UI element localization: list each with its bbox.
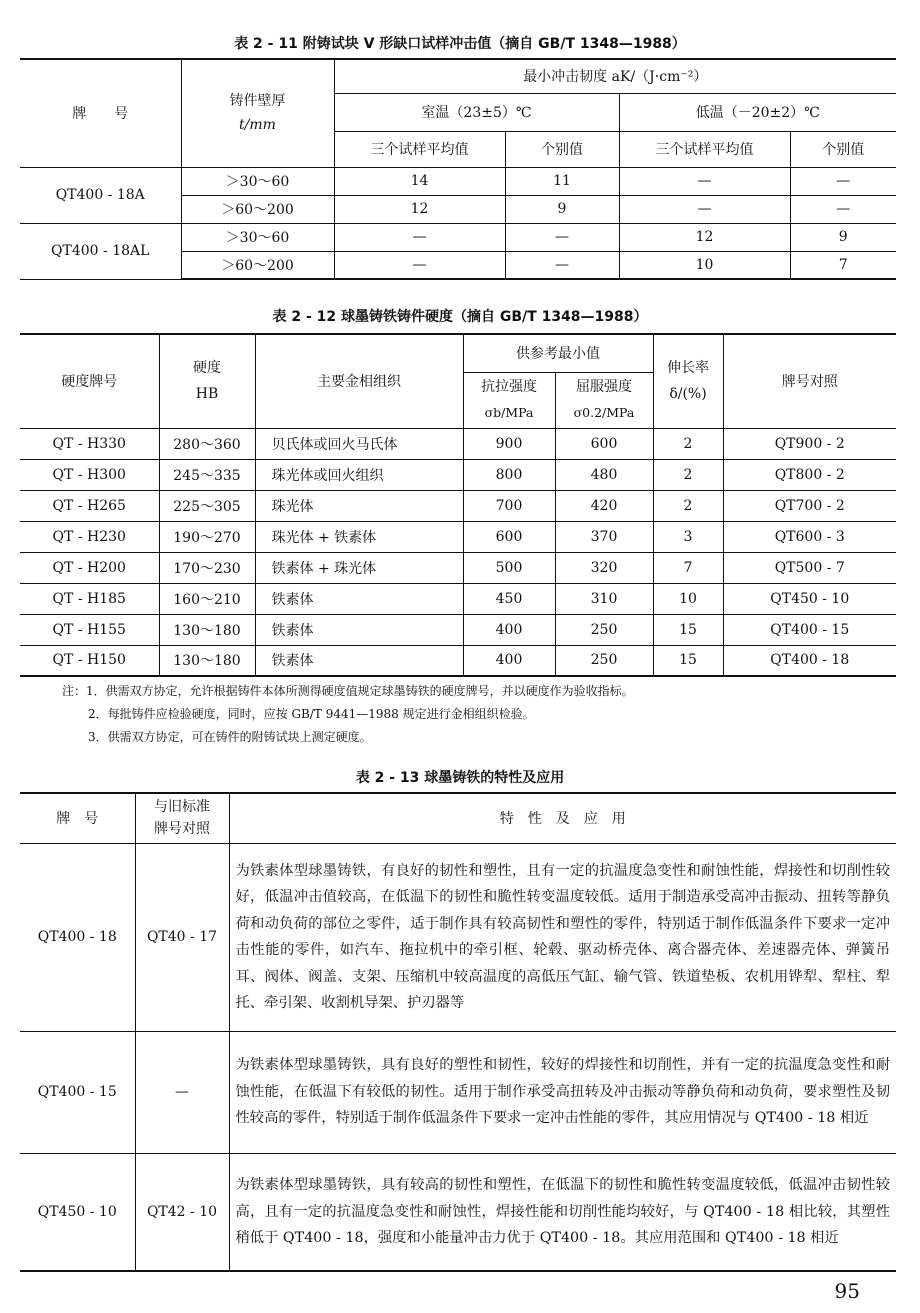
page-number: 95	[834, 1279, 860, 1303]
hb-cell: 280～360	[159, 428, 255, 459]
header-min-impact: 最小冲击韧度 aK/（J·cm⁻²）	[334, 59, 896, 93]
match-cell: QT900 - 2	[723, 428, 896, 459]
structure-cell: 铁素体	[255, 583, 463, 614]
yield-cell: 420	[555, 490, 653, 521]
value-cell: —	[505, 251, 619, 279]
structure-cell: 铁素体	[255, 614, 463, 645]
match-cell: QT800 - 2	[723, 459, 896, 490]
description-cell: 为铁素体型球墨铸铁，有良好的韧性和塑性，且有一定的抗温度急变性和耐蚀性能，焊接性和切削性较好，低温冲击值较高，在低温下的韧性和脆性转变温度较低。适用于制造承受高冲击振动、扭转等静负荷和动负荷的部位之零件，适于制作具有较高韧性和塑性的零件，特别适于制作低温条件下要求一定冲击性能的零件，如汽车、拖拉机中的牵引框、轮毂、驱动桥壳体、离合器壳体、差速器壳体、弹簧吊耳、阀体、阀盖、支架、压缩机中较高温度的高低压气缸、输气管、铁道垫板、农机用铧犁、犁柱、犁托、牵引架、收割机导架、护刃器等	[229, 843, 896, 1031]
tensile-cell: 800	[463, 459, 555, 490]
elongation-cell: 2	[653, 459, 723, 490]
header-avg-room: 三个试样平均值	[334, 131, 505, 167]
table-2-13	[20, 792, 896, 1272]
structure-cell: 珠光体	[255, 490, 463, 521]
table-row	[20, 843, 896, 1031]
table-row	[20, 583, 896, 614]
hb-cell: 160～210	[159, 583, 255, 614]
table-row	[20, 614, 896, 645]
table-row	[20, 223, 896, 251]
structure-cell: 珠光体 + 铁素体	[255, 521, 463, 552]
header-grade: 牌 号	[20, 59, 181, 167]
grade-cell: QT - H300	[20, 459, 159, 490]
value-cell: 9	[505, 195, 619, 223]
table-2-12-caption: 表 2 - 12 球墨铸铁铸件硬度（摘自 GB/T 1348—1988）	[272, 309, 648, 325]
yield-cell: 370	[555, 521, 653, 552]
header-tensile	[463, 372, 555, 428]
elongation-cell: 10	[653, 583, 723, 614]
tensile-cell: 500	[463, 552, 555, 583]
value-cell: —	[334, 223, 505, 251]
header-individual-room: 个别值	[505, 131, 619, 167]
header-low-temp: 低温（－20±2）℃	[619, 93, 896, 131]
table-2-11	[20, 58, 896, 280]
header-wall-unit: t/mm	[239, 117, 276, 134]
wall-cell: ＞30～60	[181, 167, 334, 195]
match-cell: QT500 - 7	[723, 552, 896, 583]
header-old-standard	[135, 793, 229, 843]
value-cell: —	[505, 223, 619, 251]
grade-cell: QT - H155	[20, 614, 159, 645]
table-row	[20, 167, 896, 195]
header-hardness-grade: 硬度牌号	[20, 334, 159, 428]
header-individual-low: 个别值	[790, 131, 896, 167]
yield-cell: 320	[555, 552, 653, 583]
match-cell: QT700 - 2	[723, 490, 896, 521]
hb-cell: 190～270	[159, 521, 255, 552]
table-2-12	[20, 333, 896, 677]
value-cell: 11	[505, 167, 619, 195]
note-3: 3．供需双方协定，可在铸件的附铸试块上测定硬度。	[88, 730, 372, 744]
wall-cell: ＞60～200	[181, 195, 334, 223]
table-2-13-caption: 表 2 - 13 球墨铸铁的特性及应用	[355, 770, 565, 786]
header-wall-label: 铸件壁厚	[229, 93, 286, 110]
hb-cell: 130～180	[159, 645, 255, 676]
grade-cell: QT - H265	[20, 490, 159, 521]
header-ref-min: 供参考最小值	[463, 334, 653, 372]
tensile-cell: 400	[463, 614, 555, 645]
old-grade-cell: QT42 - 10	[135, 1153, 229, 1271]
elongation-cell: 15	[653, 645, 723, 676]
table-row	[20, 459, 896, 490]
hb-cell: 130～180	[159, 614, 255, 645]
header-structure: 主要金相组织	[255, 334, 463, 428]
header-hardness-label: 硬度	[193, 360, 221, 377]
header-yield-label: 屈服强度	[576, 379, 632, 395]
hb-cell: 225～305	[159, 490, 255, 521]
yield-cell: 250	[555, 614, 653, 645]
value-cell: 9	[790, 223, 896, 251]
structure-cell: 铁素体	[255, 645, 463, 676]
yield-cell: 600	[555, 428, 653, 459]
header-elongation	[653, 334, 723, 428]
wall-cell: ＞30～60	[181, 223, 334, 251]
grade-cell: QT - H230	[20, 521, 159, 552]
match-cell: QT450 - 10	[723, 583, 896, 614]
grade-cell: QT450 - 10	[20, 1153, 135, 1271]
grade-cell: QT400 - 18	[20, 843, 135, 1031]
grade-cell: QT - H330	[20, 428, 159, 459]
tensile-cell: 400	[463, 645, 555, 676]
header-grade: 牌 号	[20, 793, 135, 843]
table-row	[20, 490, 896, 521]
old-grade-cell: —	[135, 1031, 229, 1153]
match-cell: QT400 - 18	[723, 645, 896, 676]
header-hardness	[159, 334, 255, 428]
header-room-temp: 室温（23±5）℃	[334, 93, 619, 131]
header-tensile-label: 抗拉强度	[481, 379, 537, 395]
value-cell: 12	[619, 223, 790, 251]
table-row	[20, 1153, 896, 1271]
header-yield	[555, 372, 653, 428]
grade-cell: QT - H185	[20, 583, 159, 614]
header-old-line1: 与旧标准	[154, 799, 210, 816]
description-cell: 为铁素体型球墨铸铁，具有较高的韧性和塑性，在低温下的韧性和脆性转变温度较低，低温冲击韧性较高，且有一定的抗温度急变性和耐蚀性，焊接性能和切削性能均较好，与 QT400 - 18 相比较，其塑性稍低于 QT400 - 18，强度和小能量冲击力优于 QT400 - 18。其应用范围和 QT400 - 18 相近	[229, 1153, 896, 1271]
value-cell: —	[790, 195, 896, 223]
value-cell: 10	[619, 251, 790, 279]
grade-cell: QT400 - 15	[20, 1031, 135, 1153]
elongation-cell: 2	[653, 490, 723, 521]
match-cell: QT600 - 3	[723, 521, 896, 552]
table-2-11-caption: 表 2 - 11 附铸试块 V 形缺口试样冲击值（摘自 GB/T 1348—1988）	[234, 36, 686, 52]
table-2-12-notes	[62, 680, 634, 749]
grade-cell: QT400 - 18AL	[20, 223, 181, 279]
table-row	[20, 428, 896, 459]
header-elongation-label: 伸长率	[667, 360, 709, 377]
header-elongation-unit: δ/(%)	[669, 386, 707, 403]
grade-cell: QT - H200	[20, 552, 159, 583]
hb-cell: 245～335	[159, 459, 255, 490]
elongation-cell: 3	[653, 521, 723, 552]
table-row	[20, 1031, 896, 1153]
table-row	[20, 552, 896, 583]
header-wall-thickness	[181, 59, 334, 167]
yield-cell: 310	[555, 583, 653, 614]
yield-cell: 480	[555, 459, 653, 490]
tensile-cell: 700	[463, 490, 555, 521]
elongation-cell: 2	[653, 428, 723, 459]
value-cell: 7	[790, 251, 896, 279]
value-cell: —	[619, 195, 790, 223]
structure-cell: 铁素体 + 珠光体	[255, 552, 463, 583]
note-1: 注：1．供需双方协定，允许根据铸件本体所测得硬度值规定球墨铸铁的硬度牌号，并以硬度作为验收指标。	[62, 684, 634, 698]
header-hardness-unit: HB	[195, 386, 219, 403]
value-cell: 12	[334, 195, 505, 223]
description-cell: 为铁素体型球墨铸铁，具有良好的塑性和韧性，较好的焊接性和切削性，并有一定的抗温度急变性和耐蚀性能，在低温下有较低的韧性。适用于制作承受高扭转及冲击振动等静负荷和动负荷，要求塑性及韧性较高的零件，特别适于制作低温条件下要求一定冲击性能的零件，其应用情况与 QT400 - 18 相近	[229, 1031, 896, 1153]
yield-cell: 250	[555, 645, 653, 676]
header-description: 特 性 及 应 用	[229, 793, 896, 843]
grade-cell: QT400 - 18A	[20, 167, 181, 223]
grade-cell: QT - H150	[20, 645, 159, 676]
wall-cell: ＞60～200	[181, 251, 334, 279]
header-grade-match: 牌号对照	[723, 334, 896, 428]
tensile-cell: 900	[463, 428, 555, 459]
structure-cell: 珠光体或回火组织	[255, 459, 463, 490]
match-cell: QT400 - 15	[723, 614, 896, 645]
value-cell: —	[790, 167, 896, 195]
tensile-cell: 600	[463, 521, 555, 552]
elongation-cell: 7	[653, 552, 723, 583]
elongation-cell: 15	[653, 614, 723, 645]
table-row	[20, 645, 896, 676]
header-old-line2: 牌号对照	[154, 821, 210, 838]
value-cell: —	[334, 251, 505, 279]
tensile-cell: 450	[463, 583, 555, 614]
structure-cell: 贝氏体或回火马氏体	[255, 428, 463, 459]
value-cell: —	[619, 167, 790, 195]
value-cell: 14	[334, 167, 505, 195]
header-avg-low: 三个试样平均值	[619, 131, 790, 167]
header-tensile-unit: σb/MPa	[484, 405, 534, 420]
header-yield-unit: σ0.2/MPa	[573, 405, 635, 420]
note-2: 2．每批铸件应检验硬度，同时，应按 GB/T 9441—1988 规定进行金相组织检验。	[88, 707, 535, 721]
old-grade-cell: QT40 - 17	[135, 843, 229, 1031]
hb-cell: 170～230	[159, 552, 255, 583]
table-row	[20, 521, 896, 552]
